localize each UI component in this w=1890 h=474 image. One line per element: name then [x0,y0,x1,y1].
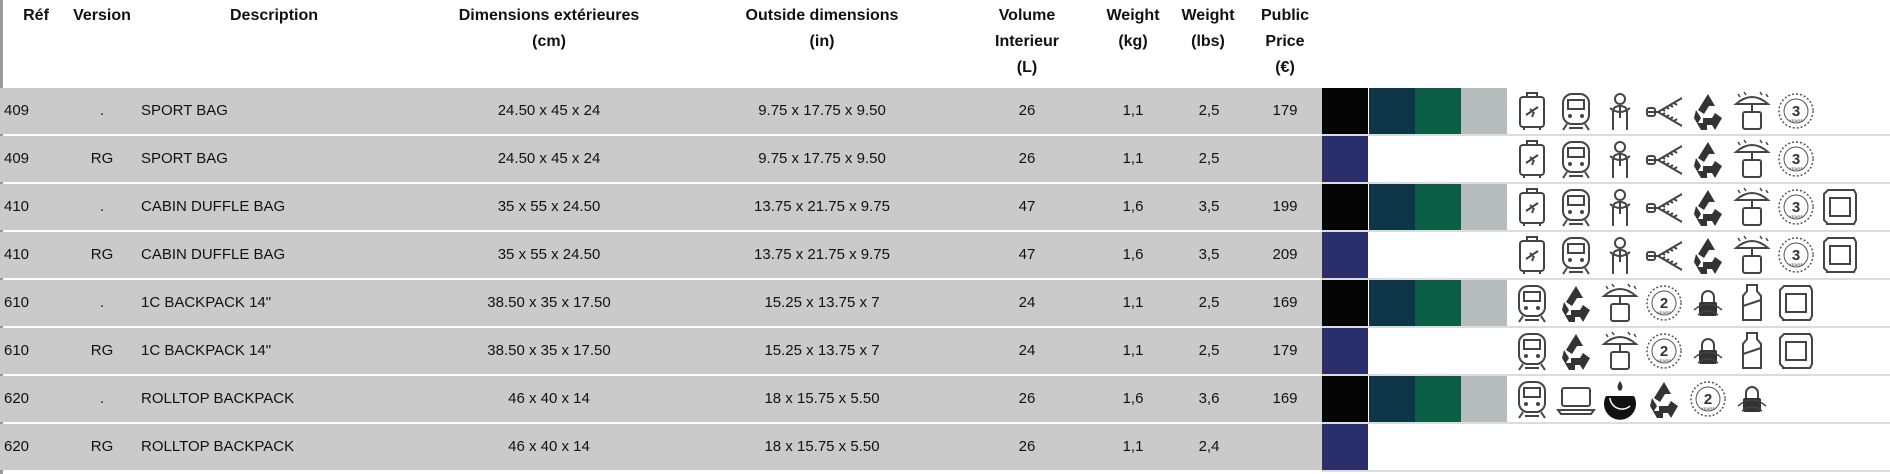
color-swatch-grey [1461,376,1507,422]
table-row [0,232,1890,280]
cell-weight-lbs: 3,5 [1198,198,1220,215]
cell-volume: 26 [1018,438,1036,455]
cell-price: 209 [1272,246,1298,263]
warranty-3-years-icon [1776,186,1816,228]
table-row [0,280,1890,328]
svg-text:2: 2 [1659,295,1669,312]
recycle-icon [1688,234,1728,276]
color-swatch-indigo [1322,136,1368,182]
svg-text:2: 2 [1703,391,1713,408]
svg-text:2: 2 [1659,343,1669,360]
cell-ref: 620 [4,438,30,455]
cell-version: RG [90,150,114,167]
color-swatch-green [1415,280,1461,326]
recycle-icon [1688,90,1728,132]
cell-weight-kg: 1,1 [1122,294,1144,311]
color-swatch-navy-teal [1369,280,1415,326]
cell-version: RG [90,438,114,455]
cell-dim-cm: 46 x 40 x 14 [508,390,590,407]
cell-weight-kg: 1,1 [1122,102,1144,119]
cell-description: 1C BACKPACK 14" [141,294,272,311]
svg-text:3: 3 [1791,199,1801,216]
train-icon [1556,90,1596,132]
person-carry-icon [1600,90,1640,132]
cell-version: RG [90,246,114,263]
header-weight-lbs-line2: (lbs) [1191,33,1225,50]
cell-price: 179 [1272,342,1298,359]
cell-dim-in: 15.25 x 13.75 x 7 [764,294,880,311]
cell-weight-kg: 1,1 [1122,150,1144,167]
zipper-icon [1644,186,1684,228]
header-dimensions-cm-line2: (cm) [532,33,566,50]
warranty-2-years-icon [1688,378,1728,420]
cell-dim-cm: 35 x 55 x 24.50 [497,246,601,263]
color-swatch-green [1415,88,1461,134]
header-description [230,0,318,29]
cell-weight-lbs: 2,5 [1198,342,1220,359]
cell-dim-cm: 38.50 x 35 x 17.50 [487,294,611,311]
cell-volume: 26 [1018,102,1036,119]
header-volume [995,0,1059,81]
cell-weight-kg: 1,6 [1122,246,1144,263]
svg-text:YEARS: YEARS [1789,262,1803,267]
cell-volume: 47 [1018,198,1036,215]
rfid-lock-icon [1688,330,1728,372]
cell-volume: 26 [1018,390,1036,407]
rain-protection-icon [1600,282,1640,324]
cell-volume: 47 [1018,246,1036,263]
rfid-lock-icon [1732,378,1772,420]
color-swatch-indigo [1322,232,1368,278]
header-dimensions-in-line1: Outside dimensions [745,7,899,24]
rain-protection-icon [1732,186,1772,228]
table-row [0,328,1890,376]
cell-dim-in: 9.75 x 17.75 x 9.50 [758,102,886,119]
cell-version: . [99,294,105,311]
header-price [1261,0,1309,81]
color-swatch-grey [1461,88,1507,134]
color-swatch-green [1415,184,1461,230]
cell-weight-lbs: 2,5 [1198,102,1220,119]
cell-version: . [99,198,105,215]
warranty-2-years-icon [1644,282,1684,324]
cell-ref: 410 [4,198,30,215]
header-weight-lbs [1181,0,1234,55]
rain-protection-icon [1732,90,1772,132]
header-volume-line2: Interieur [994,33,1060,50]
rfid-lock-icon [1688,282,1728,324]
cell-description: CABIN DUFFLE BAG [141,246,286,263]
cell-version: . [99,102,105,119]
waterproof-icon [1600,378,1640,420]
cell-description: SPORT BAG [141,102,228,119]
zipper-icon [1644,90,1684,132]
cell-volume: 26 [1018,150,1036,167]
cell-description: SPORT BAG [141,150,228,167]
svg-text:YEARS: YEARS [1789,118,1803,123]
cell-weight-kg: 1,1 [1122,342,1144,359]
cell-weight-lbs: 3,6 [1198,390,1220,407]
header-price-line3: (€) [1275,59,1295,76]
feature-icons [1512,88,1816,134]
svg-text:3: 3 [1791,151,1801,168]
warranty-3-years-icon [1776,138,1816,180]
header-volume-line3: (L) [1016,59,1038,76]
cell-dim-cm: 24.50 x 45 x 24 [497,102,601,119]
cabin-luggage-icon [1512,186,1552,228]
svg-text:3: 3 [1791,247,1801,264]
color-swatch-green [1415,376,1461,422]
table-row [0,184,1890,232]
svg-text:YEARS: YEARS [1657,310,1671,315]
header-weight-kg [1106,0,1159,55]
svg-text:YEARS: YEARS [1701,406,1715,411]
cell-dim-cm: 35 x 55 x 24.50 [497,198,601,215]
rain-protection-icon [1732,138,1772,180]
header-ref-line: Réf [23,7,49,24]
cell-dim-in: 13.75 x 21.75 x 9.75 [754,246,890,263]
cell-weight-lbs: 2,5 [1198,150,1220,167]
table-row [0,424,1890,472]
bottle-pocket-icon [1732,330,1772,372]
laptop-sleeve-icon [1776,330,1816,372]
recycle-icon [1688,138,1728,180]
person-carry-icon [1600,138,1640,180]
color-swatch-black [1322,280,1368,326]
recycle-icon [1644,378,1684,420]
cell-price: 199 [1272,198,1298,215]
cabin-luggage-icon [1512,138,1552,180]
feature-icons [1512,376,1772,422]
header-weight-lbs-line1: Weight [1181,7,1235,24]
cell-weight-kg: 1,1 [1122,438,1144,455]
header-volume-line1: Volume [998,7,1056,24]
zipper-icon [1644,234,1684,276]
color-swatch-black [1322,376,1368,422]
rain-protection-icon [1600,330,1640,372]
cell-weight-lbs: 3,5 [1198,246,1220,263]
table-row [0,88,1890,136]
cabin-luggage-icon [1512,90,1552,132]
svg-text:YEARS: YEARS [1657,358,1671,363]
color-swatch-indigo [1322,424,1368,470]
recycle-icon [1556,330,1596,372]
cell-weight-lbs: 2,4 [1198,438,1220,455]
train-icon [1512,282,1552,324]
header-version-line: Version [73,7,131,24]
color-swatch-indigo [1322,328,1368,374]
laptop-sleeve-icon [1820,234,1860,276]
warranty-2-years-icon [1644,330,1684,372]
cell-dim-cm: 46 x 40 x 14 [508,438,590,455]
zipper-icon [1644,138,1684,180]
cell-ref: 610 [4,294,30,311]
header-dimensions-cm [459,0,640,55]
color-swatch-navy-teal [1369,88,1415,134]
cell-description: ROLLTOP BACKPACK [141,390,295,407]
cell-price: 169 [1272,294,1298,311]
cell-dim-cm: 38.50 x 35 x 17.50 [487,342,611,359]
header-weight-kg-line1: Weight [1106,7,1160,24]
train-icon [1556,138,1596,180]
header-price-line2: Price [1265,33,1305,50]
train-icon [1512,378,1552,420]
svg-text:YEARS: YEARS [1789,166,1803,171]
rain-protection-icon [1732,234,1772,276]
person-carry-icon [1600,186,1640,228]
header-description-line: Description [229,7,319,24]
warranty-3-years-icon [1776,90,1816,132]
recycle-icon [1688,186,1728,228]
color-swatch-grey [1461,184,1507,230]
train-icon [1512,330,1552,372]
table-row [0,136,1890,184]
header-weight-kg-line2: (kg) [1118,33,1148,50]
laptop-sleeve-icon [1776,282,1816,324]
header-dimensions-in-line2: (in) [809,33,835,50]
cell-ref: 409 [4,102,30,119]
cell-price: 169 [1272,390,1298,407]
table-row [0,376,1890,424]
cell-dim-cm: 24.50 x 45 x 24 [497,150,601,167]
color-swatch-black [1322,88,1368,134]
cell-ref: 610 [4,342,30,359]
cell-ref: 409 [4,150,30,167]
header-ref [23,0,49,29]
cell-dim-in: 13.75 x 21.75 x 9.75 [754,198,890,215]
laptop-icon [1556,378,1596,420]
cell-weight-lbs: 2,5 [1198,294,1220,311]
cell-ref: 620 [4,390,30,407]
feature-icons [1512,328,1816,374]
warranty-3-years-icon [1776,234,1816,276]
header-price-line1: Public [1260,7,1310,24]
cabin-luggage-icon [1512,234,1552,276]
cell-description: 1C BACKPACK 14" [141,342,272,359]
svg-text:3: 3 [1791,103,1801,120]
cell-volume: 24 [1018,294,1036,311]
color-swatch-navy-teal [1369,376,1415,422]
cell-description: ROLLTOP BACKPACK [141,438,295,455]
cell-weight-kg: 1,6 [1122,198,1144,215]
train-icon [1556,234,1596,276]
color-swatch-navy-teal [1369,184,1415,230]
cell-dim-in: 18 x 15.75 x 5.50 [764,390,880,407]
cell-dim-in: 15.25 x 13.75 x 7 [764,342,880,359]
laptop-sleeve-icon [1820,186,1860,228]
color-swatch-black [1322,184,1368,230]
person-carry-icon [1600,234,1640,276]
color-swatch-grey [1461,280,1507,326]
feature-icons [1512,232,1860,278]
cell-ref: 410 [4,246,30,263]
cell-dim-in: 18 x 15.75 x 5.50 [764,438,880,455]
row-divider [1322,470,1890,472]
header-dimensions-in [746,0,899,55]
cell-price: 179 [1272,102,1298,119]
header-dimensions-cm-line1: Dimensions extérieures [458,7,640,24]
cell-description: CABIN DUFFLE BAG [141,198,286,215]
bottle-pocket-icon [1732,282,1772,324]
cell-version: . [99,390,105,407]
cell-version: RG [90,342,114,359]
svg-text:YEARS: YEARS [1789,214,1803,219]
feature-icons [1512,136,1816,182]
feature-icons [1512,184,1860,230]
feature-icons [1512,280,1816,326]
recycle-icon [1556,282,1596,324]
cell-volume: 24 [1018,342,1036,359]
train-icon [1556,186,1596,228]
header-version [73,0,131,29]
cell-dim-in: 9.75 x 17.75 x 9.50 [758,150,886,167]
cell-weight-kg: 1,6 [1122,390,1144,407]
table-header [0,0,1890,88]
